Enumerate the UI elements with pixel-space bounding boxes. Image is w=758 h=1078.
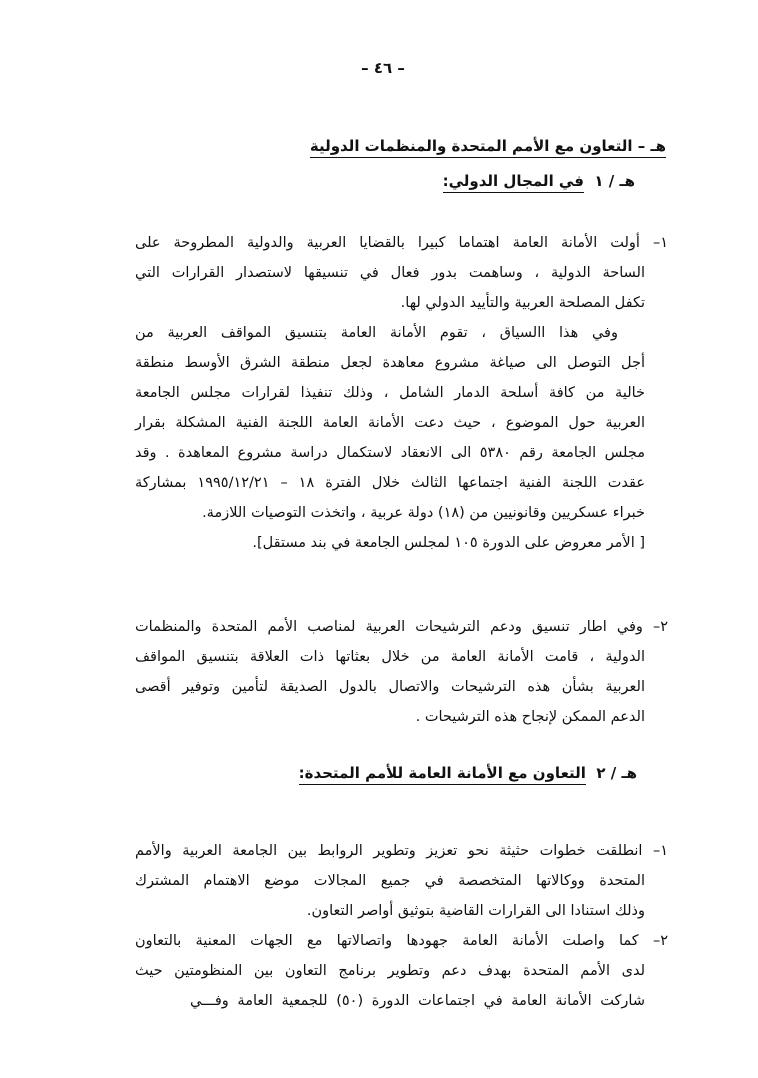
subheading-prefix: هـ / ١ xyxy=(594,172,635,190)
item1-line: تكفل المصلحة العربية والتأييد الدولي لها. xyxy=(400,295,645,311)
section-heading xyxy=(310,137,666,155)
item1-line: الساحة الدولية ، وساهمت بدور فعال في تنسيقها لاستصدار القرارات التي xyxy=(135,265,645,281)
item4-line: لدى الأمم المتحدة بهدف دعم وتطوير برنامج التعاون بين المنظومتين حيث xyxy=(135,963,645,979)
item2-line: الدعم الممكن لإنجاح هذه الترشيحات . xyxy=(415,709,645,725)
paragraph-line: خبراء عسكريين وقانونيين من (١٨) دولة عربية ، واتخذت التوصيات اللازمة. xyxy=(202,505,645,521)
item2-line: الدولية ، قامت الأمانة العامة من خلال بعثاتها ذات العلاقة بتنسيق المواقف xyxy=(135,649,645,665)
item3-line: المتحدة ووكالاتها المتخصصة في جميع المجالات موضع الاهتمام المشترك xyxy=(135,873,645,889)
subheading-title: في المجال الدولي: xyxy=(443,172,584,193)
item3-line: ١– انطلقت خطوات حثيثة نحو تعزيز وتطوير الروابط بين الجامعة العربية والأمم xyxy=(135,843,668,859)
paragraph-line: أجل التوصل الى صياغة مشروع معاهدة لجعل منطقة الشرق الأوسط منطقة xyxy=(135,355,645,371)
item4-line: شاركت الأمانة العامة في اجتماعات الدورة (٥٠) للجمعية العامة وفـــي xyxy=(190,993,645,1009)
subheading-title: التعاون مع الأمانة العامة للأمم المتحدة: xyxy=(299,764,586,785)
subheading-international xyxy=(443,172,635,190)
item1-line: ١– أولت الأمانة العامة اهتماما كبيرا بالقضايا العربية والدولية المطروحة على xyxy=(135,235,668,251)
paragraph-line: عقدت اللجنة الفنية اجتماعها الثالث خلال الفترة ١٨ – ١٩٩٥/١٢/٢١ بمشاركة xyxy=(135,475,645,491)
paragraph-note: [ الأمر معروض على الدورة ١٠٥ لمجلس الجامعة في بند مستقل]. xyxy=(252,535,645,551)
item2-line: ٢– وفي اطار تنسيق ودعم الترشيحات العربية لمناصب الأمم المتحدة والمنظمات xyxy=(135,619,668,635)
paragraph-line: وفي هذا االسياق ، تقوم الأمانة العامة بتنسيق المواقف العربية من xyxy=(135,325,618,341)
page-number: – ٤٦ – xyxy=(361,59,405,77)
item4-line: ٢– كما واصلت الأمانة العامة جهودها واتصالاتها مع الجهات المعنية بالتعاون xyxy=(135,933,668,949)
subheading-un xyxy=(299,764,637,782)
paragraph-line: العربية حول الموضوع ، حيث دعت الأمانة العامة اللجنة الفنية المشكلة بقرار xyxy=(135,415,645,431)
section-heading-text: هـ – التعاون مع الأمم المتحدة والمنظمات الدولية xyxy=(310,137,666,158)
item3-line: وذلك استنادا الى القرارات القاضية بتوثيق أواصر التعاون. xyxy=(306,903,645,919)
item2-line: العربية بشأن هذه الترشيحات والاتصال بالدول الصديقة لتأمين وتوفير أقصى xyxy=(135,679,645,695)
paragraph-line: خالية من كافة أسلحة الدمار الشامل ، وذلك تنفيذا لقرارات مجلس الجامعة xyxy=(135,385,645,401)
subheading-prefix: هـ / ٢ xyxy=(596,764,637,782)
paragraph-line: مجلس الجامعة رقم ٥٣٨٠ الى الانعقاد لاستكمال دراسة مشروع المعاهدة . وقد xyxy=(135,445,645,461)
